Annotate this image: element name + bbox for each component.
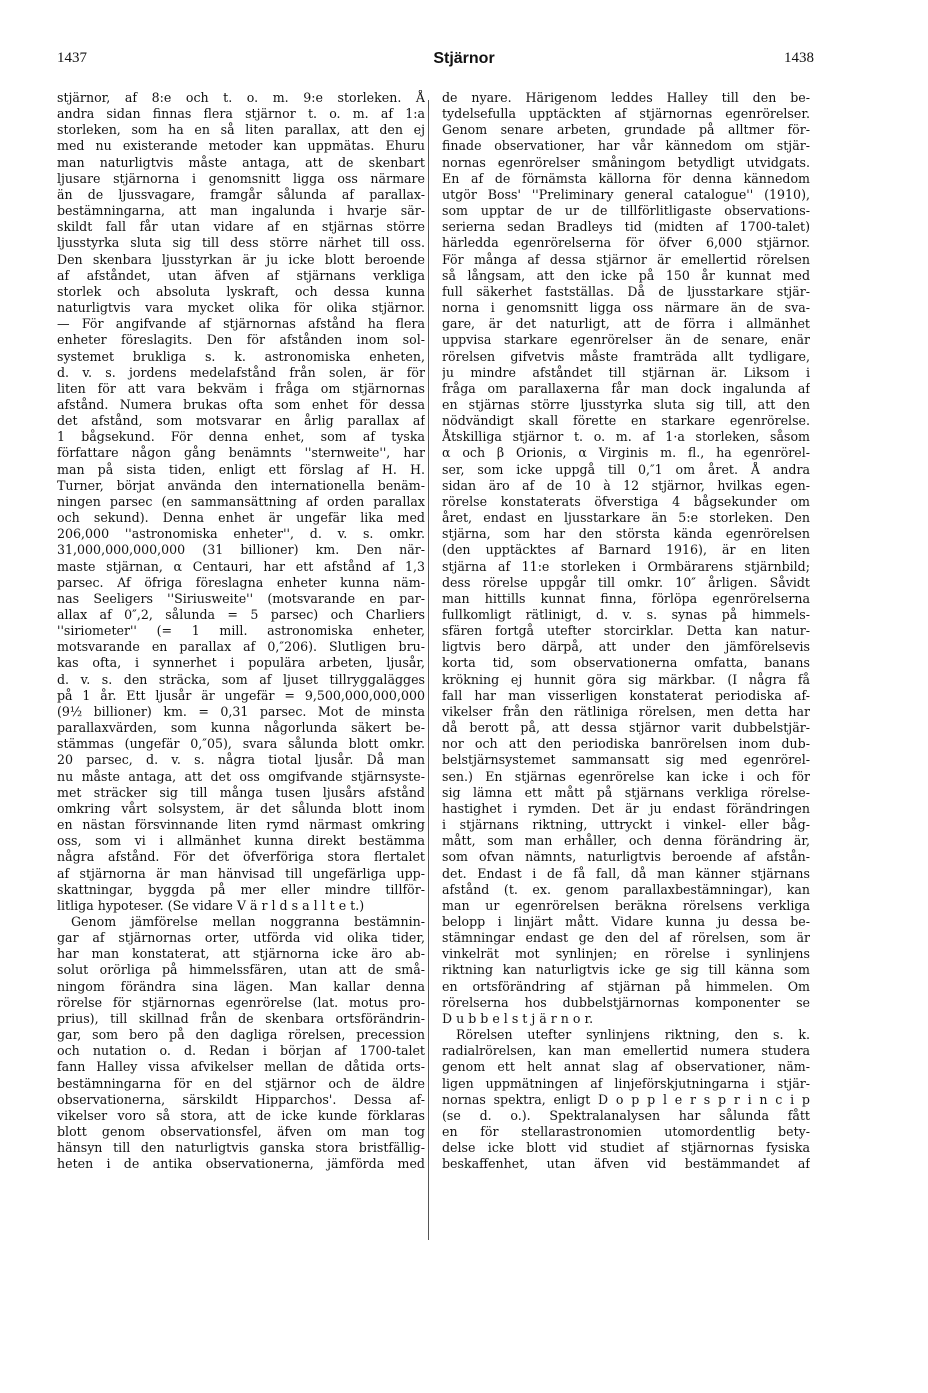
text-line: fall har man visserligen konstaterat periodiska af- [442, 687, 810, 703]
text-line: nornas spektra, enligt D o p p l e r s p r i n c i p [442, 1091, 810, 1107]
text-line: året, endast en ljusstarkare än 5:e storleken. Den [442, 510, 810, 526]
text-line: gare, är det naturligt, att de förra i allmänhet [442, 316, 810, 332]
text-line: vinkelrät mot synlinjen; en rörelse i synlinjens [442, 946, 810, 962]
text-line: ningom förändra sina lägen. Man kallar denna [57, 978, 425, 994]
text-line: radialrörelsen, kan man emellertid numera studera [442, 1043, 810, 1059]
column-divider [428, 100, 429, 1240]
text-line: afstånd. Numera brukas ofta som enhet för dessa [57, 396, 425, 412]
text-line: rörelsen gifvetvis måste framträda allt tydligare, [442, 348, 810, 364]
text-line: 206,000 ''astronomiska enheter'', d. v. s. omkr. [57, 526, 425, 542]
text-line: författare någon gång benämnts ''sternweite'', har [57, 445, 425, 461]
text-line: krökning ej hunnit göra sig märkbar. (I några få [442, 671, 810, 687]
text-line: stjärna, som har den största kända egenrörelsen [442, 526, 810, 542]
text-line: på 1 år. Ett ljusår är ungefär = 9,500,000,000,000 [57, 687, 425, 703]
text-line: man naturligtvis måste antaga, att de skenbart [57, 154, 425, 170]
text-line: skattningar, byggda på mer eller mindre tillför- [57, 881, 425, 897]
text-line: (se d. o.). Spektralanalysen har sålunda fått [442, 1107, 810, 1123]
text-line: sfären fortgå utefter storcirklar. Detta kan natur- [442, 623, 810, 639]
text-line: belopp i linjärt mått. Vidare kunna ju dessa be- [442, 913, 810, 929]
text-line: D u b b e l s t j ä r n o r. [442, 1010, 594, 1026]
text-line: En af de förnämsta källorna för denna kännedom [442, 170, 810, 186]
text-line: ju mindre afståndet till stjärnan är. Liksom i [442, 364, 810, 380]
text-line: skildt fall får utan vidare af en stjärnas större [57, 219, 425, 235]
text-line: med nu existerande metoder kan uppmätas. Ehuru [57, 138, 425, 154]
text-line: nas Seeligers ''Siriusweite'' (motsvarande en par- [57, 590, 425, 606]
text-line: några afstånd. För det öfverföriga stora flertalet [57, 849, 425, 865]
text-line: hänsyn till den naturligtvis ganska stora bristfällig- [57, 1140, 425, 1156]
text-line: liten för att vara bekväm i fråga om stjärnornas [57, 380, 425, 396]
text-line: nor och att den periodiska banrörelsen inom dub- [442, 736, 810, 752]
text-line: gar af stjärnornas orter, utförda vid olika tider, [57, 930, 425, 946]
text-line: sen.) En stjärnas egenrörelse kan icke i och för [442, 768, 810, 784]
text-line: bestämningarna, att man ingalunda i hvarje sär- [57, 203, 425, 219]
text-line: 1 bågsekund. För denna enhet, som af tyska [57, 429, 425, 445]
text-line: prius), till skillnad från de skenbara ortsförändrin- [57, 1010, 425, 1026]
text-line: korta tid, som observationerna omfatta, banans [442, 655, 810, 671]
text-line: litliga hypoteser. (Se vidare V ä r l d s a l l t e t.) [57, 897, 365, 913]
text-line: (9½ billioner) km. = 0,31 parsec. Mot de minsta [57, 703, 425, 719]
text-line: nödvändigt skall förette en starkare egenrörelse. [442, 413, 810, 429]
text-line: stämmas (ungefär 0,″05), svara sålunda blott omkr. [57, 736, 425, 752]
text-line: man på sista tiden, enligt ett förslag af H. H. [57, 461, 425, 477]
text-line: 20 parsec, d. v. s. några tiotal ljusår. Då man [57, 752, 425, 768]
text-line: maste stjärnan, α Centauri, har ett afstånd af 1,3 [57, 558, 425, 574]
running-title: Stjärnor [433, 50, 495, 67]
text-line: Den skenbara ljusstyrkan är ju icke blott beroende [57, 251, 425, 267]
text-line: d. v. s. jordens medelafstånd från solen, är för [57, 364, 425, 380]
text-line: kas ofta, i synnerhet i populära arbeten, ljusår, [57, 655, 425, 671]
text-line: ''siriometer'' (= 1 mill. astronomiska enheter, [57, 623, 425, 639]
left-column [57, 90, 425, 1172]
text-line: då berott på, att dessa stjärnor varit dubbelstjär- [442, 720, 810, 736]
text-line: man hittills kunnat finna, förlöpa egenrörelserna [442, 590, 810, 606]
text-line: systemet brukliga s. k. astronomiska enheten, [57, 348, 425, 364]
text-line: norna i genomsnitt ligga oss närmare än de sva- [442, 300, 810, 316]
text-line: beskaffenhet, utan äfven vid bestämmandet af [442, 1156, 810, 1172]
text-line: allax af 0″,2, sålunda = 5 parsec) och Charliers [57, 607, 425, 622]
text-line: afstånd (t. ex. genom parallaxbestämningar), kan [442, 881, 810, 897]
text-line: delse icke blott vid studiet af stjärnornas fysiska [442, 1140, 810, 1156]
text-line: sidan äro af de 10 à 12 stjärnor, hvilkas egen- [442, 477, 810, 493]
text-line: det. Endast i de få fall, då man känner stjärnans [442, 865, 810, 881]
text-line: Genom senare arbeten, grundade på alltmer för- [442, 122, 810, 138]
text-line: fullkomligt rätlinigt, d. v. s. synas på himmels- [442, 607, 810, 622]
text-line: blott genom observationsfel, äfven om man tog [57, 1124, 425, 1139]
text-line: i stjärnans riktning, uttryckt i vinkel- eller båg- [442, 817, 810, 833]
text-line: parsec. Af öfriga föreslagna enheter kunna näm- [57, 574, 425, 590]
text-line: rörelse konstaterats öfverstiga 4 bågsekunder om [442, 493, 810, 509]
text-line: en ortsförändring af stjärnan på himmelen. Om [442, 978, 810, 994]
text-line: mått, som man erhåller, och denna förändring är, [442, 833, 810, 849]
text-line: (den upptäcktes af Barnard 1916), är en liten [442, 542, 810, 558]
text-line: sig lämna ett mått på stjärnans verkliga rörelse- [442, 784, 810, 800]
text-line: stjärna af 11:e storleken i Ormbärarens stjärnbild; [442, 558, 810, 574]
text-line: hastighet i rymden. Det är ju endast förändringen [442, 800, 810, 816]
text-line: genom ett helt annat slag af observationer, näm- [442, 1059, 810, 1075]
text-line: parallaxvärden, som kunna någorlunda säkert be- [57, 720, 425, 736]
text-line: Åtskilliga stjärnor t. o. m. af 1·a storleken, såsom [442, 429, 810, 445]
text-line: stjärnor, af 8:e och t. o. m. 9:e storleken. Å [57, 90, 425, 105]
text-line: Turner, börjat använda den internationella benäm- [57, 477, 425, 493]
text-line: ljusstyrka sluta sig till dess större närhet till oss. [57, 235, 425, 251]
text-line: och sekund). Denna enhet är ungefär lika med [57, 510, 425, 526]
text-line: som upptar de ur de tillförlitligaste observations- [442, 203, 810, 219]
text-line: har man konstaterat, att stjärnorna icke äro ab- [57, 946, 425, 962]
text-line: Rörelsen utefter synlinjens riktning, den s. k. [456, 1027, 810, 1043]
text-line: ligtvis bero därpå, att under den jämförelsevis [442, 639, 810, 655]
text-line: nu måste antaga, att det oss omgifvande stjärnsyste- [57, 768, 425, 784]
text-line: och nutation o. d. Redan i början af 1700-talet [57, 1043, 425, 1059]
text-line: 31,000,000,000,000 (31 billioner) km. Den när- [57, 542, 425, 558]
text-line: ser, som icke uppgå till 0,″1 om året. Å andra [442, 461, 810, 477]
text-line: gar, som bero på den dagliga rörelsen, precession [57, 1027, 425, 1043]
text-line: dess rörelse uppgår till omkr. 10″ årligen. Såvidt [442, 574, 810, 590]
text-line: bestämningarna för en del stjärnor och de äldre [57, 1075, 425, 1091]
text-line: observationerna, särskildt Hipparchos'. Dessa af- [57, 1091, 425, 1107]
text-line: α och β Orionis, α Virginis m. fl., ha egenrörel- [442, 445, 810, 461]
text-line: härledda egenrörelserna för öfver 6,000 stjärnor. [442, 235, 810, 251]
text-line: så långsam, att den icke på 150 år kunnat med [442, 267, 810, 283]
text-line: ljusare stjärnorna i genomsnitt ligga oss närmare [57, 170, 425, 186]
text-line: nornas egenrörelser småningom betydligt utvidgats. [442, 154, 810, 170]
text-line: man ur egenrörelsen beräkna rörelsens verkliga [442, 897, 810, 913]
text-line: af stjärnorna är man hänvisad till ungefärliga upp- [57, 865, 425, 881]
text-line: rörelserna hos dubbelstjärnornas komponenter se [442, 994, 810, 1010]
text-line: en nästan försvinnande liten rymd närmast omkring [57, 817, 425, 833]
text-line: utgör Boss' ''Preliminary general catalogue'' (1910), [442, 186, 810, 202]
text-line: d. v. s. den sträcka, som af ljuset tillryggalägges [57, 671, 425, 687]
text-line: storleken, som ha en så liten parallax, att den ej [57, 122, 425, 138]
text-line: Genom jämförelse mellan noggranna bestämnin- [71, 913, 425, 929]
text-line: enheter föreslagits. Den för afstånden inom sol- [57, 332, 425, 348]
text-line: en stjärnas större ljusstyrka sluta sig till, att den [442, 396, 810, 412]
text-line: tydelsefulla upptäckten af stjärnornas egenrörelser. [442, 106, 810, 122]
text-line: vikelser från den rätliniga rörelsen, men detta har [442, 703, 810, 719]
text-line: belstjärnsystemet sammansatt sig med egenrörel- [442, 752, 810, 768]
text-line: — För angifvande af stjärnornas afstånd ha flera [57, 316, 425, 332]
text-line: andra sidan finnas flera stjärnor t. o. m. af 1:a [57, 106, 425, 122]
text-line: det afstånd, som motsvarar en årlig parallax af [57, 413, 425, 429]
page-number-left: 1437 [57, 50, 87, 66]
text-line: rörelse för stjärnornas egenrörelse (lat. motus pro- [57, 994, 425, 1010]
text-line: fråga om parallaxerna får man dock ingalunda af [442, 380, 810, 396]
text-line: heten i de antika observationerna, jämförda med [57, 1156, 425, 1172]
right-column [442, 90, 810, 1172]
text-line: motsvarande en parallax af 0,″206). Slutligen bru- [57, 639, 425, 655]
text-line: stämningar endast ge den del af rörelsen, som är [442, 930, 810, 946]
text-line: riktning kan naturligtvis icke ge sig till känna som [442, 962, 810, 978]
text-line: en för stellarastronomien utomordentlig bety- [442, 1124, 810, 1139]
text-line: af afståndet, utan äfven af stjärnans verkliga [57, 267, 425, 283]
text-line: som ofvan nämnts, naturligtvis beroende af afstån- [442, 849, 810, 865]
text-line: För många af dessa stjärnor är emellertid rörelsen [442, 251, 810, 267]
text-line: oss, som vi i allmänhet kunna direkt bestämma [57, 833, 425, 849]
text-line: solut orörliga på himmelssfären, utan att de små- [57, 962, 425, 978]
text-line: fann Halley vissa afvikelser mellan de dåtida orts- [57, 1059, 425, 1075]
text-line: omkring vårt solsystem, är det sålunda blott inom [57, 800, 425, 816]
text-line: uppvisa starkare egenrörelser än de senare, enär [442, 332, 810, 348]
text-line: storlek och absoluta lyskraft, och dessa kunna [57, 283, 425, 299]
text-line: än de ljussvagare, framgår sålunda af parallax- [57, 186, 425, 202]
text-line: met sträcker sig till många tusen ljusårs afstånd [57, 784, 425, 800]
text-line: de nyare. Härigenom leddes Halley till den be- [442, 90, 810, 105]
text-line: vikelser voro så stora, att de icke kunde förklaras [57, 1107, 425, 1123]
text-line: serierna sedan Bradleys tid (midten af 1700-talet) [442, 219, 810, 235]
text-line: full säkerhet fastställas. Då de ljusstarkare stjär- [442, 283, 810, 299]
text-line: naturligtvis vara mycket olika för olika stjärnor. [57, 300, 425, 316]
page-number-right: 1438 [784, 50, 814, 66]
text-line: finade observationer, har vår kännedom om stjär- [442, 138, 810, 154]
text-line: ningen parsec (en sammansättning af orden parallax [57, 493, 425, 509]
text-line: ligen uppmätningen af linjeförskjutningarna i stjär- [442, 1075, 810, 1091]
